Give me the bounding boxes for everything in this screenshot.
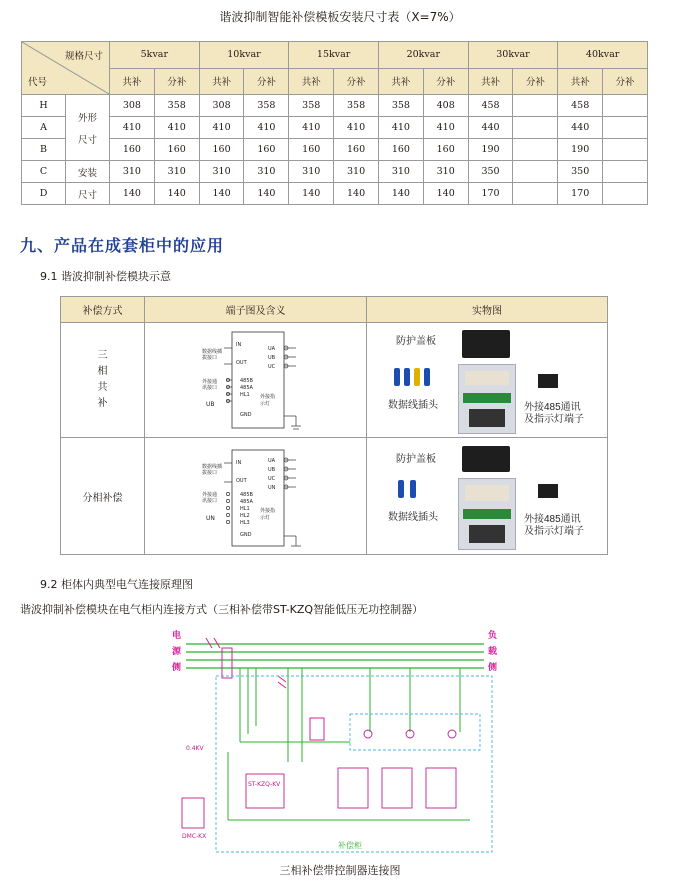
table-cell: 440 bbox=[468, 117, 513, 139]
product-photo-three-phase: 防护盖板 数据线插头 外接485通讯 及指示灯端子 bbox=[372, 328, 604, 436]
svg-text:数据线插: 数据线插 bbox=[202, 464, 223, 470]
row-code: A bbox=[22, 117, 66, 139]
table-cell: 440 bbox=[558, 117, 603, 139]
protective-cover bbox=[462, 330, 510, 358]
wiring-diagram bbox=[170, 622, 510, 858]
table-cell: 408 bbox=[423, 95, 468, 117]
sub-header: 共补 bbox=[289, 68, 334, 95]
svg-text:UB: UB bbox=[206, 401, 215, 408]
svg-text:UB: UB bbox=[268, 467, 276, 473]
svg-text:外接通: 外接通 bbox=[202, 379, 218, 385]
terminal-diagram-split-phase bbox=[200, 446, 310, 554]
plug-label: 数据线插头 bbox=[388, 400, 438, 411]
table-cell: 358 bbox=[334, 95, 379, 117]
table-cell: 140 bbox=[378, 183, 423, 205]
row-code: D bbox=[22, 183, 66, 205]
table-cell: 160 bbox=[334, 139, 379, 161]
ext-terminal-icon bbox=[538, 374, 558, 388]
table-cell bbox=[513, 139, 558, 161]
svg-text:HL3: HL3 bbox=[240, 520, 250, 526]
table-cell: 190 bbox=[468, 139, 513, 161]
table-cell: 358 bbox=[378, 95, 423, 117]
table-cell: 160 bbox=[154, 139, 199, 161]
table-cell: 170 bbox=[558, 183, 603, 205]
table-cell bbox=[603, 139, 648, 161]
table-row bbox=[22, 183, 648, 205]
table-cell: 140 bbox=[110, 183, 155, 205]
table-cell: 170 bbox=[468, 183, 513, 205]
sub-header: 共补 bbox=[468, 68, 513, 95]
svg-text:HL1: HL1 bbox=[240, 506, 250, 512]
table-cell: 358 bbox=[244, 95, 289, 117]
section-9-2-heading: 9.2 柜体内典型电气连接原理图 bbox=[40, 578, 193, 591]
table1-corner bbox=[22, 42, 110, 95]
svg-text:拔接口: 拔接口 bbox=[202, 355, 218, 361]
table-cell: 308 bbox=[199, 95, 244, 117]
header-terminal: 端子图及含义 bbox=[145, 297, 367, 323]
table-cell: 160 bbox=[244, 139, 289, 161]
table-cell: 140 bbox=[199, 183, 244, 205]
cabinet-label: 补偿柜 bbox=[338, 841, 362, 850]
table-cell: 310 bbox=[378, 161, 423, 183]
table-cell bbox=[513, 117, 558, 139]
row-code: C bbox=[22, 161, 66, 183]
svg-text:源: 源 bbox=[172, 647, 182, 657]
table-row bbox=[22, 139, 648, 161]
table-cell: 310 bbox=[289, 161, 334, 183]
table-cell: 140 bbox=[289, 183, 334, 205]
table-cell: 350 bbox=[468, 161, 513, 183]
load-side-label: 负 bbox=[488, 631, 498, 641]
product-photo-split-phase: 防护盖板 数据线插头 外接485通讯 及指示灯端子 bbox=[372, 446, 604, 554]
table-cell: 458 bbox=[468, 95, 513, 117]
sub-header: 分补 bbox=[423, 68, 468, 95]
svg-text:485B: 485B bbox=[240, 378, 253, 384]
table-cell bbox=[603, 117, 648, 139]
label-ub: UB bbox=[268, 355, 276, 361]
wiring-title: 谐波抑制补偿模块在电气柜内连接方式（三相补偿带ST-KZQ智能低压无功控制器） bbox=[20, 603, 424, 616]
row-code: H bbox=[22, 95, 66, 117]
controller-label: ST-KZQ-KV bbox=[248, 781, 281, 788]
table-cell: 410 bbox=[110, 117, 155, 139]
table-row bbox=[22, 95, 648, 117]
spec-header: 20kvar bbox=[378, 42, 468, 69]
svg-text:侧: 侧 bbox=[172, 663, 182, 673]
module-body bbox=[458, 364, 516, 434]
table-cell: 140 bbox=[423, 183, 468, 205]
table-cell: 410 bbox=[244, 117, 289, 139]
table-cell: 358 bbox=[289, 95, 334, 117]
svg-text:IN: IN bbox=[236, 460, 242, 466]
svg-text:示灯: 示灯 bbox=[260, 515, 271, 521]
label-un: UN bbox=[268, 485, 276, 491]
corner-code-label: 代号 bbox=[28, 77, 48, 88]
mode-three-phase: 三相共补 bbox=[61, 323, 145, 438]
svg-text:UN: UN bbox=[206, 515, 215, 522]
row-code: B bbox=[22, 139, 66, 161]
table-cell: 410 bbox=[154, 117, 199, 139]
table-cell: 160 bbox=[423, 139, 468, 161]
data-plug-icon bbox=[394, 368, 430, 388]
label-uc: UC bbox=[268, 364, 276, 370]
table-cell bbox=[603, 183, 648, 205]
table-cell: 308 bbox=[110, 95, 155, 117]
svg-text:讯接口: 讯接口 bbox=[202, 385, 218, 391]
svg-text:GND: GND bbox=[240, 532, 252, 538]
sub-header: 分补 bbox=[244, 68, 289, 95]
table-cell: 410 bbox=[199, 117, 244, 139]
label-in: IN bbox=[236, 342, 242, 348]
sub-header: 分补 bbox=[334, 68, 379, 95]
svg-text:外接通: 外接通 bbox=[202, 492, 218, 498]
table1-title: 谐波抑制智能补偿模板安装尺寸表（X=7%） bbox=[219, 10, 461, 24]
table-cell: 190 bbox=[558, 139, 603, 161]
svg-text:485A: 485A bbox=[240, 499, 253, 505]
table-cell: 358 bbox=[154, 95, 199, 117]
label-ua: UA bbox=[268, 346, 276, 352]
group-install-dimension: 安装 bbox=[66, 161, 110, 183]
table-cell: 160 bbox=[199, 139, 244, 161]
mode-split-phase: 分相补偿 bbox=[61, 438, 145, 555]
svg-text:拔接口: 拔接口 bbox=[202, 470, 218, 476]
svg-text:示灯: 示灯 bbox=[260, 401, 271, 407]
table-row bbox=[22, 117, 648, 139]
label-data-if: 数据线插 bbox=[202, 349, 223, 355]
terminal-diagram-three-phase bbox=[200, 328, 310, 436]
label-out: OUT bbox=[236, 360, 247, 366]
sub-header: 共补 bbox=[110, 68, 155, 95]
svg-text:485B: 485B bbox=[240, 492, 253, 498]
svg-text:HL1: HL1 bbox=[240, 392, 250, 398]
spec-header: 30kvar bbox=[468, 42, 558, 69]
svg-text:HL2: HL2 bbox=[240, 513, 250, 519]
table-cell: 310 bbox=[154, 161, 199, 183]
table-cell: 310 bbox=[110, 161, 155, 183]
dmc-label: DMC-KX bbox=[182, 833, 207, 840]
group-install-dimension: 尺寸 bbox=[66, 183, 110, 205]
table-cell: 140 bbox=[244, 183, 289, 205]
section-9-1-heading: 9.1 谐波抑制补偿模块示意 bbox=[40, 270, 171, 283]
table-cell: 160 bbox=[289, 139, 334, 161]
table-cell: 310 bbox=[423, 161, 468, 183]
figure-caption: 三相补偿带控制器连接图 bbox=[279, 864, 401, 877]
table-cell bbox=[513, 183, 558, 205]
table-cell: 350 bbox=[558, 161, 603, 183]
table-cell: 410 bbox=[334, 117, 379, 139]
table-cell: 310 bbox=[334, 161, 379, 183]
svg-text:UA: UA bbox=[268, 458, 276, 464]
table-cell: 410 bbox=[378, 117, 423, 139]
table-cell bbox=[603, 161, 648, 183]
table-cell: 310 bbox=[244, 161, 289, 183]
table-cell: 458 bbox=[558, 95, 603, 117]
corner-spec-label: 规格尺寸 bbox=[64, 51, 103, 62]
sub-header: 共补 bbox=[199, 68, 244, 95]
cover-label: 防护盖板 bbox=[396, 336, 436, 347]
table-cell: 410 bbox=[289, 117, 334, 139]
header-mode: 补偿方式 bbox=[61, 297, 145, 323]
spec-header: 10kvar bbox=[199, 42, 289, 69]
table-cell bbox=[513, 95, 558, 117]
svg-text:外接指: 外接指 bbox=[260, 508, 276, 514]
svg-text:OUT: OUT bbox=[236, 478, 247, 484]
sub-header: 共补 bbox=[378, 68, 423, 95]
source-side-label: 电 bbox=[172, 631, 182, 641]
svg-text:外接指: 外接指 bbox=[260, 394, 276, 400]
svg-text:GND: GND bbox=[240, 412, 252, 418]
svg-text:讯接口: 讯接口 bbox=[202, 498, 218, 504]
voltage-label: 0.4KV bbox=[186, 745, 204, 752]
table-cell: 410 bbox=[423, 117, 468, 139]
sub-header: 共补 bbox=[558, 68, 603, 95]
svg-text:载: 载 bbox=[488, 647, 498, 657]
table-cell: 140 bbox=[334, 183, 379, 205]
table-cell: 140 bbox=[154, 183, 199, 205]
group-outline-dimension: 外形 尺寸 bbox=[66, 95, 110, 161]
svg-text:侧: 侧 bbox=[488, 663, 498, 673]
table-cell bbox=[603, 95, 648, 117]
table-cell: 160 bbox=[378, 139, 423, 161]
table-cell bbox=[513, 161, 558, 183]
spec-header: 5kvar bbox=[110, 42, 200, 69]
table-row bbox=[22, 161, 648, 183]
sub-header: 分补 bbox=[154, 68, 199, 95]
section-9-title: 九、产品在成套柜中的应用 bbox=[20, 236, 225, 255]
spec-header: 40kvar bbox=[558, 42, 648, 69]
svg-text:UC: UC bbox=[268, 476, 276, 482]
sub-header: 分补 bbox=[603, 68, 648, 95]
sub-header: 分补 bbox=[513, 68, 558, 95]
svg-text:485A: 485A bbox=[240, 385, 253, 391]
table-cell: 160 bbox=[110, 139, 155, 161]
dimension-table bbox=[21, 41, 648, 205]
spec-header: 15kvar bbox=[289, 42, 379, 69]
table-cell: 310 bbox=[199, 161, 244, 183]
header-photo: 实物图 bbox=[367, 297, 608, 323]
